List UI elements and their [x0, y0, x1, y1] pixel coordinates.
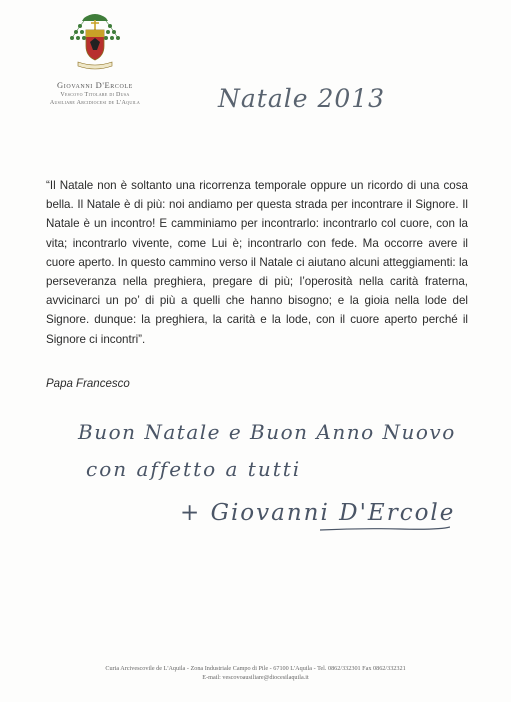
sender-title: Vescovo Titolare di Dusa	[60, 92, 130, 98]
episcopal-crest-icon	[62, 10, 128, 72]
handwritten-date: Natale 2013	[218, 84, 386, 113]
signature-flourish-icon	[320, 524, 450, 532]
sender-name: Giovanni D'Ercole	[57, 80, 133, 90]
handwritten-greeting: Buon Natale e Buon Anno Nuovo	[78, 420, 456, 444]
sender-title-2: Ausiliare Arcidiocesi de L'Aquila	[49, 100, 141, 106]
footer-address: Curia Arcivescovile de L'Aquila - Zona Industriale Campo di Pile - 67100 L'Aquila - Tel. 0862/332301 Fax 0862/332321	[105, 665, 406, 672]
handwritten-affection: con affetto a tutti	[86, 457, 302, 481]
footer-email: E-mail: vescovoausiliare@diocesilaquila.it	[202, 674, 309, 681]
handwritten-signature: + Giovanni D'Ercole	[180, 500, 456, 526]
footer	[0, 664, 511, 682]
sender-block	[30, 80, 160, 107]
quote-text: “Il Natale non è soltanto una ricorrenza temporale oppure un ricordo di una cosa bella. Il Natale è di più: noi andiamo per questa strada per incontrare il Signore. Il Natale è un incontro! E camminiamo per incontrarlo: incontrarlo col cuore, con la vita; incontrarlo vivente, come Lui è; incontrarlo con fede. Ma occorre avere il cuore aperto. In questo cammino verso il Natale ci aiutano alcuni atteggiamenti: la perseveranza nella preghiera, pregare di più; l’operosità nella carità fraterna, avvicinarci un po’ di più a quelli che hanno bisogno; e la gioia nella lode del Signore. dunque: la preghiera, la carità e la lode, con il cuore aperto perché il Signore ci incontri”.	[46, 179, 468, 346]
quote-author: Papa Francesco	[46, 378, 130, 390]
